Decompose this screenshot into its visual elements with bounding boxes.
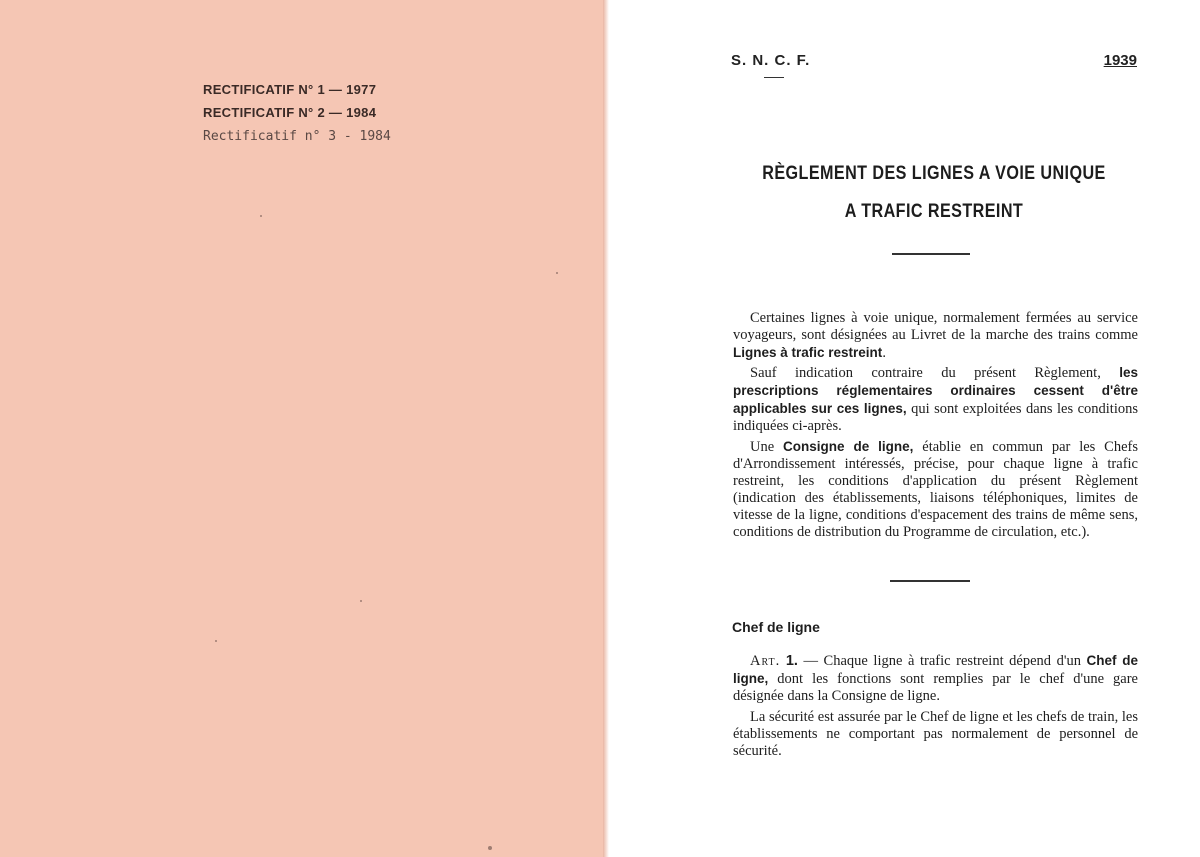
section-divider xyxy=(890,580,970,582)
paragraph-article-1 xyxy=(733,652,1138,705)
paper-speck xyxy=(215,640,217,642)
paragraph-securite: La sécurité est assurée par le Chef de ligne et les chefs de train, les établissements ne comportant pas normalement de personnel de sécurité. xyxy=(733,709,1138,759)
rectificatif-2: RECTIFICATIF N° 2 — 1984 xyxy=(203,105,377,120)
paragraph-prescriptions xyxy=(733,364,1138,435)
p2-text: Sauf indication contraire du présent Règlement, xyxy=(750,365,1120,381)
p1-text: Certaines lignes à voie unique, normalement fermées au service voyageurs, sont désignées au Livret de la marche des trains comme xyxy=(733,310,1138,343)
page-title-line2: A TRAFIC RESTREINT xyxy=(844,201,1024,222)
section-title: Chef de ligne xyxy=(732,619,820,635)
paragraph-intro xyxy=(733,310,1138,362)
p3-bold: Consigne de ligne, xyxy=(783,439,914,454)
paper-speck xyxy=(260,215,262,217)
p1-text-end: . xyxy=(882,345,886,361)
p1-bold: Lignes à trafic restreint xyxy=(733,345,883,360)
header-rule xyxy=(764,77,784,78)
paper-speck xyxy=(360,600,362,602)
title-divider xyxy=(892,253,970,255)
p3-text-end: établie en commun par les Chefs d'Arrondissement intéressés, précise, pour chaque ligne à trafic restreint, les conditions d'application du présent Règlement (indication des établissements, liaisons téléphoniques, limites de vitesse de la ligne, conditions d'espacement des trains de même sens, conditions de distribution du Programme de circulation, etc.). xyxy=(733,439,1138,540)
p2-text-end: qui sont exploitées dans les conditions indiquées ci-après. xyxy=(733,401,1138,434)
article-number: 1. xyxy=(785,653,798,669)
rectificatif-3: Rectificatif n° 3 - 1984 xyxy=(203,129,391,144)
article-label: Art. xyxy=(750,653,781,669)
paper-speck xyxy=(556,272,558,274)
p4-text: — Chaque ligne à trafic restreint dépend d'un xyxy=(797,653,1087,669)
page-header xyxy=(731,52,1137,72)
p2-bold: les prescriptions réglementaires ordinaires cessent d'être applicables sur ces lignes, xyxy=(733,365,1138,416)
page-title-line1: RÈGLEMENT DES LIGNES A VOIE UNIQUE xyxy=(762,163,1106,184)
paragraph-consigne xyxy=(733,438,1138,541)
header-org: S. N. C. F. xyxy=(731,52,811,69)
p4-text-end: dont les fonctions sont remplies par le chef d'une gare désignée dans la Consigne de ligne. xyxy=(733,671,1138,704)
paper-speck xyxy=(488,846,492,850)
p3-text: Une xyxy=(750,439,783,455)
header-number: 1939 xyxy=(1103,52,1137,69)
p4-bold: Chef de ligne, xyxy=(733,653,1138,686)
rectificatif-1: RECTIFICATIF N° 1 — 1977 xyxy=(203,82,377,97)
